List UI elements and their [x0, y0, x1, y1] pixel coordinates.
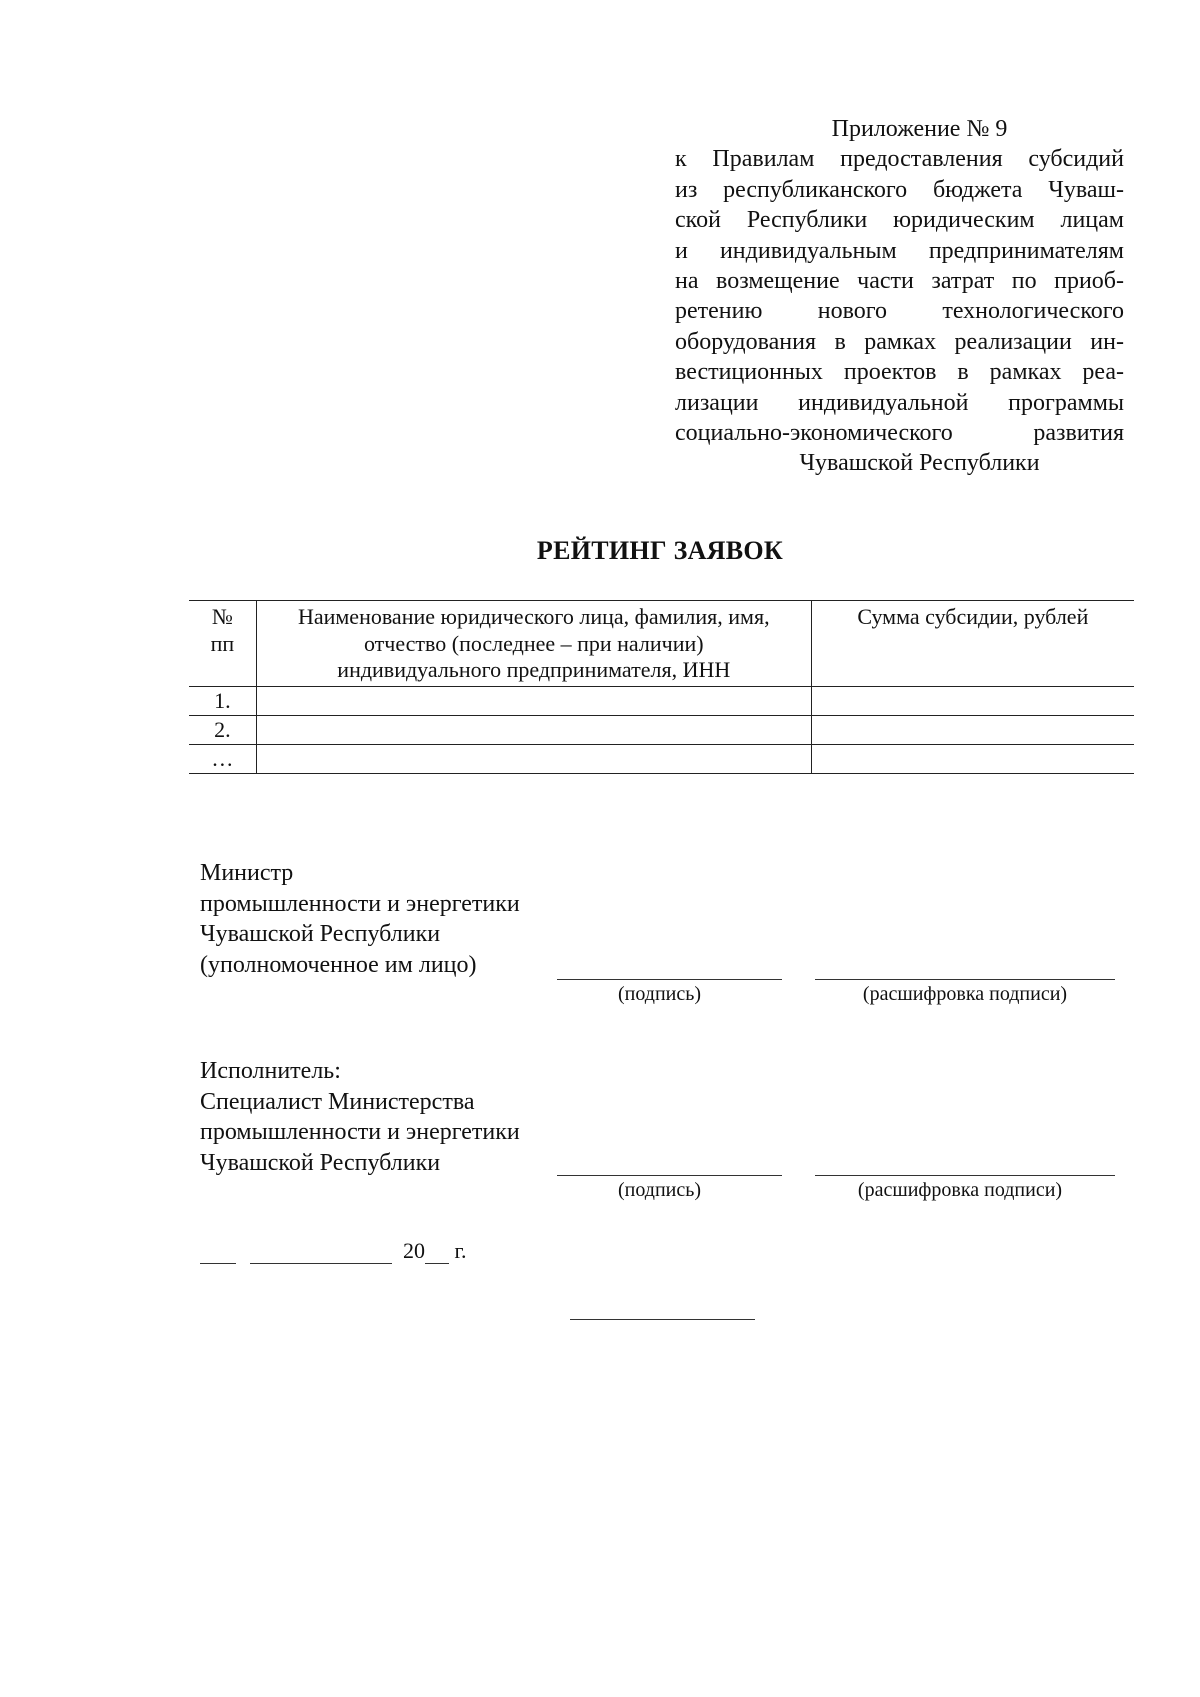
row-name — [256, 715, 811, 744]
executor-line: промышленности и энергетики — [200, 1119, 520, 1145]
header-amount — [811, 601, 1134, 687]
minister-line: Чувашской Республики — [200, 921, 441, 947]
header-number — [189, 601, 256, 687]
executor-block — [200, 1056, 520, 1178]
appendix-line: лизации индивидуальной программы — [675, 389, 1124, 416]
header-text: индивидуального предпринимателя, ИНН — [337, 657, 731, 682]
end-rule — [570, 1319, 755, 1320]
row-name — [256, 686, 811, 715]
appendix-line: вестиционных проектов в рамках реа- — [675, 359, 1124, 386]
row-number: 2. — [189, 715, 256, 744]
header-name — [256, 601, 811, 687]
appendix-header — [675, 114, 1124, 479]
table-header-row — [189, 601, 1134, 687]
minister-line: (уполномоченное им лицо) — [200, 951, 477, 978]
minister-line: Министр — [200, 860, 294, 886]
rating-table — [189, 600, 1134, 774]
row-name — [256, 744, 811, 773]
appendix-last-line: Чувашской Республики — [799, 450, 1040, 477]
row-amount — [811, 686, 1134, 715]
date-line — [200, 1238, 467, 1264]
header-text: Наименование юридического лица, фамилия, имя, — [297, 604, 770, 629]
minister-signature-caption: (подпись) — [617, 983, 702, 1005]
executor-line: Чувашской Республики — [200, 1149, 441, 1176]
appendix-line: из республиканского бюджета Чуваш- — [675, 176, 1124, 203]
appendix-line: и индивидуальным предпринимателям — [675, 237, 1124, 264]
appendix-body — [675, 144, 1124, 448]
table-row — [189, 744, 1134, 773]
date-year-suffix: г. — [449, 1238, 467, 1263]
row-number: … — [189, 744, 256, 773]
header-text: Сумма субсидии, рублей — [857, 604, 1089, 629]
table-row — [189, 715, 1134, 744]
header-text: отчество (последнее – при наличии) — [363, 630, 704, 656]
minister-signature-line — [557, 979, 782, 980]
appendix-line: ской Республики юридическим лицам — [675, 207, 1124, 234]
table-row — [189, 686, 1134, 715]
executor-decode-line — [815, 1175, 1115, 1176]
executor-line: Исполнитель: — [200, 1058, 341, 1084]
appendix-line: на возмещение части затрат по приоб- — [675, 268, 1124, 295]
document-title: РЕЙТИНГ ЗАЯВОК — [536, 536, 784, 565]
minister-decode-line — [815, 979, 1115, 980]
date-month-blank — [250, 1241, 392, 1264]
row-amount — [811, 744, 1134, 773]
appendix-line: социально-экономического развития — [675, 420, 1124, 447]
appendix-line: оборудования в рамках реализации ин- — [675, 328, 1124, 355]
header-text: пп — [210, 630, 235, 656]
minister-line: промышленности и энергетики — [200, 890, 520, 917]
executor-decode-caption: (расшифровка подписи) — [857, 1179, 1063, 1201]
appendix-line: ретению нового технологического — [675, 298, 1124, 325]
date-year-prefix: 20 — [403, 1238, 425, 1263]
row-number: 1. — [189, 686, 256, 715]
date-year-blank — [425, 1241, 449, 1264]
minister-decode-caption: (расшифровка подписи) — [862, 983, 1068, 1005]
header-text: № — [211, 604, 233, 629]
appendix-line: к Правилам предоставления субсидий — [675, 146, 1124, 173]
executor-signature-line — [557, 1175, 782, 1176]
executor-line: Специалист Министерства — [200, 1088, 475, 1115]
date-day-blank — [200, 1241, 236, 1264]
minister-block — [200, 858, 520, 980]
appendix-title: Приложение № 9 — [831, 116, 1008, 142]
executor-signature-caption: (подпись) — [617, 1179, 702, 1201]
row-amount — [811, 715, 1134, 744]
